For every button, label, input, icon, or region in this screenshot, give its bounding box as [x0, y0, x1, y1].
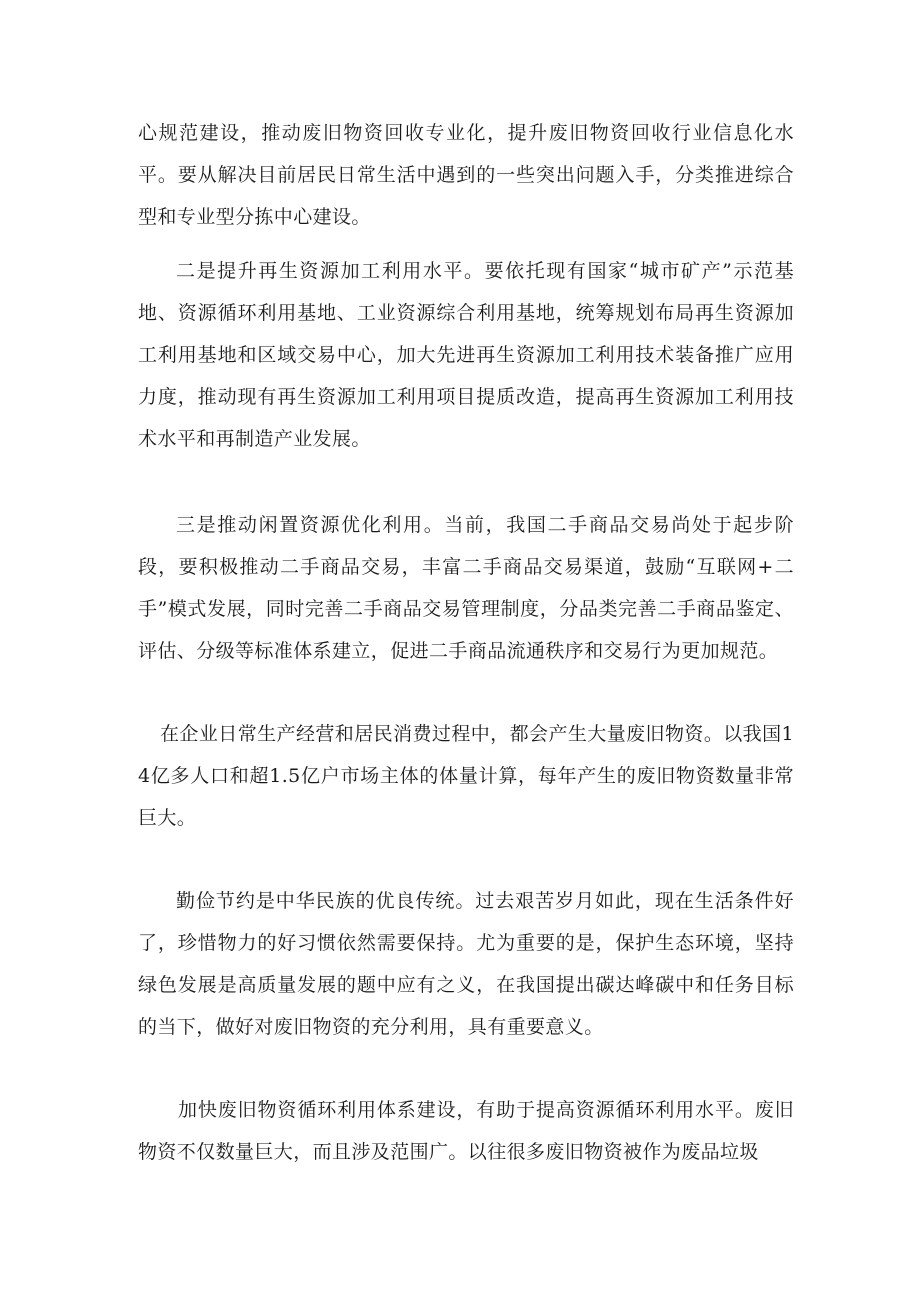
- paragraph-1: 心规范建设，推动废旧物资回收专业化，提升废旧物资回收行业信息化水平。要从解决目前居民日常生活中遇到的一些突出问题入手，分类推进综合型和专业型分拣中心建设。: [138, 122, 794, 228]
- paragraph-3: 三是推动闲置资源优化利用。当前，我国二手商品交易尚处于起步阶段，要积极推动二手商品交易，丰富二手商品交易渠道，鼓励“互联网+二手”模式发展，同时完善二手商品交易管理制度，分品类完善二手商品鉴定、评估、分级等标准体系建立，促进二手商品流通秩序和交易行为更加规范。: [138, 514, 794, 662]
- paragraph-5: 勤俭节约是中华民族的优良传统。过去艰苦岁月如此，现在生活条件好了，珍惜物力的好习惯依然需要保持。尤为重要的是，保护生态环境，坚持绿色发展是高质量发展的题中应有之义，在我国提出碳达峰碳中和任务目标的当下，做好对废旧物资的充分利用，具有重要意义。: [138, 890, 794, 1038]
- paragraph-2: 二是提升再生资源加工利用水平。要依托现有国家“城市矿产”示范基地、资源循环利用基地、工业资源综合利用基地，统筹规划布局再生资源加工利用基地和区域交易中心，加大先进再生资源加工利用技术装备推广应用力度，推动现有再生资源加工利用项目提质改造，提高再生资源加工利用技术水平和再制造产业发展。: [138, 260, 794, 450]
- paragraph-6: 加快废旧物资循环利用体系建设，有助于提高资源循环利用水平。废旧物资不仅数量巨大，而且涉及范围广。以往很多废旧物资被作为废品垃圾: [138, 1099, 794, 1163]
- paragraph-4: 在企业日常生产经营和居民消费过程中，都会产生大量废旧物资。以我国14亿多人口和超1.5亿户市场主体的体量计算，每年产生的废旧物资数量非常巨大。: [138, 723, 794, 829]
